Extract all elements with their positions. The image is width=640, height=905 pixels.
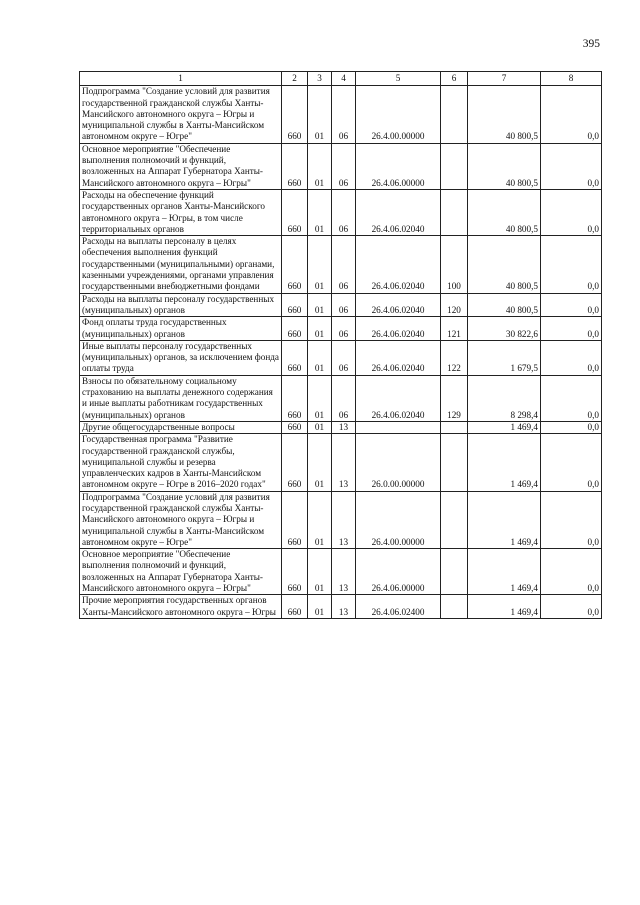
cell-admin-code: 660 [282, 189, 308, 235]
table-row [80, 375, 602, 421]
cell-subsection: 13 [332, 491, 356, 548]
cell-extra: 0,0 [541, 236, 602, 293]
cell-admin-code: 660 [282, 434, 308, 491]
cell-target-code: 26.4.06.00000 [356, 143, 441, 189]
cell-expense-kind: 129 [441, 375, 468, 421]
cell-expense-kind: 121 [441, 317, 468, 341]
cell-expense-kind [441, 549, 468, 595]
cell-name: Подпрограмма "Создание условий для развития государственной гражданской службы Ханты-Мансийского автономного округа – Югры и муниципальной службы в Ханты-Мансийском автономном округе – Югре" [80, 86, 282, 143]
cell-section: 01 [308, 375, 332, 421]
cell-section: 01 [308, 236, 332, 293]
cell-name: Расходы на выплаты персоналу государственных (муниципальных) органов [80, 293, 282, 317]
cell-admin-code: 660 [282, 340, 308, 375]
cell-admin-code: 660 [282, 491, 308, 548]
cell-expense-kind [441, 189, 468, 235]
cell-extra: 0,0 [541, 317, 602, 341]
page-number: 395 [582, 38, 600, 50]
cell-expense-kind: 100 [441, 236, 468, 293]
table-row [80, 293, 602, 317]
budget-table [79, 71, 602, 619]
cell-expense-kind [441, 595, 468, 619]
cell-extra: 0,0 [541, 86, 602, 143]
col-header-8: 8 [541, 72, 602, 86]
cell-subsection: 06 [332, 86, 356, 143]
cell-extra: 0,0 [541, 375, 602, 421]
cell-expense-kind [441, 143, 468, 189]
col-header-5: 5 [356, 72, 441, 86]
cell-target-code: 26.4.00.00000 [356, 86, 441, 143]
col-header-1: 1 [80, 72, 282, 86]
cell-amount: 1 469,4 [468, 434, 541, 491]
cell-amount: 40 800,5 [468, 86, 541, 143]
cell-admin-code: 660 [282, 595, 308, 619]
cell-name: Основное мероприятие "Обеспечение выполнения полномочий и функций, возложенных на Аппарат Губернатора Ханты-Мансийского автономного округа – Югры" [80, 143, 282, 189]
cell-subsection: 06 [332, 189, 356, 235]
cell-target-code: 26.4.06.02040 [356, 236, 441, 293]
cell-amount: 1 469,4 [468, 491, 541, 548]
cell-subsection: 06 [332, 236, 356, 293]
cell-section: 01 [308, 189, 332, 235]
cell-admin-code: 660 [282, 293, 308, 317]
col-header-3: 3 [308, 72, 332, 86]
cell-target-code [356, 421, 441, 433]
cell-section: 01 [308, 143, 332, 189]
cell-expense-kind: 120 [441, 293, 468, 317]
cell-admin-code: 660 [282, 236, 308, 293]
cell-section: 01 [308, 340, 332, 375]
cell-subsection: 13 [332, 549, 356, 595]
cell-subsection: 06 [332, 340, 356, 375]
cell-expense-kind [441, 434, 468, 491]
table-row [80, 549, 602, 595]
cell-subsection: 13 [332, 595, 356, 619]
table-row [80, 421, 602, 433]
cell-section: 01 [308, 421, 332, 433]
cell-extra: 0,0 [541, 549, 602, 595]
cell-name: Подпрограмма "Создание условий для развития государственной гражданской службы Ханты-Мансийского автономного округа – Югры и муниципальной службы в Ханты-Мансийском автономном округе – Югре" [80, 491, 282, 548]
cell-expense-kind [441, 86, 468, 143]
cell-name: Основное мероприятие "Обеспечение выполнения полномочий и функций, возложенных на Аппарат Губернатора Ханты-Мансийского автономного округа – Югры" [80, 549, 282, 595]
col-header-4: 4 [332, 72, 356, 86]
cell-extra: 0,0 [541, 293, 602, 317]
cell-amount: 40 800,5 [468, 143, 541, 189]
cell-target-code: 26.4.06.02040 [356, 340, 441, 375]
table-body [80, 86, 602, 619]
table-row [80, 86, 602, 143]
cell-section: 01 [308, 434, 332, 491]
cell-expense-kind [441, 491, 468, 548]
cell-amount: 8 298,4 [468, 375, 541, 421]
cell-section: 01 [308, 317, 332, 341]
cell-expense-kind: 122 [441, 340, 468, 375]
cell-name: Расходы на обеспечение функций государственных органов Ханты-Мансийского автономного округа – Югры, в том числе территориальных органов [80, 189, 282, 235]
cell-amount: 1 469,4 [468, 549, 541, 595]
cell-admin-code: 660 [282, 86, 308, 143]
cell-target-code: 26.4.06.02040 [356, 293, 441, 317]
cell-amount: 40 800,5 [468, 293, 541, 317]
cell-admin-code: 660 [282, 421, 308, 433]
cell-amount: 1 469,4 [468, 421, 541, 433]
col-header-7: 7 [468, 72, 541, 86]
table-row [80, 491, 602, 548]
cell-amount: 40 800,5 [468, 236, 541, 293]
cell-extra: 0,0 [541, 421, 602, 433]
cell-target-code: 26.4.06.02040 [356, 317, 441, 341]
cell-name: Прочие мероприятия государственных органов Ханты-Мансийского автономного округа – Югры [80, 595, 282, 619]
cell-subsection: 13 [332, 421, 356, 433]
cell-amount: 1 469,4 [468, 595, 541, 619]
cell-subsection: 06 [332, 143, 356, 189]
cell-extra: 0,0 [541, 189, 602, 235]
cell-section: 01 [308, 293, 332, 317]
cell-section: 01 [308, 86, 332, 143]
cell-extra: 0,0 [541, 340, 602, 375]
table-row [80, 434, 602, 491]
cell-subsection: 13 [332, 434, 356, 491]
cell-name: Расходы на выплаты персоналу в целях обеспечения выполнения функций государственными (муниципальными) органами, казенными учреждениями, органами управления государственными внебюджетными фондами [80, 236, 282, 293]
cell-extra: 0,0 [541, 491, 602, 548]
cell-target-code: 26.4.06.02040 [356, 375, 441, 421]
cell-name: Иные выплаты персоналу государственных (муниципальных) органов, за исключением фонда оплаты труда [80, 340, 282, 375]
cell-section: 01 [308, 595, 332, 619]
table-row [80, 143, 602, 189]
cell-admin-code: 660 [282, 143, 308, 189]
cell-amount: 40 800,5 [468, 189, 541, 235]
cell-target-code: 26.4.00.00000 [356, 491, 441, 548]
cell-target-code: 26.4.06.02040 [356, 189, 441, 235]
cell-section: 01 [308, 491, 332, 548]
cell-amount: 1 679,5 [468, 340, 541, 375]
cell-name: Фонд оплаты труда государственных (муниципальных) органов [80, 317, 282, 341]
table-row [80, 340, 602, 375]
cell-subsection: 06 [332, 317, 356, 341]
cell-subsection: 06 [332, 293, 356, 317]
table-row [80, 189, 602, 235]
cell-name: Государственная программа "Развитие государственной гражданской службы, муниципальной службы и резерва управленческих кадров в Ханты-Мансийском автономном округе – Югре в 2016–2020 годах" [80, 434, 282, 491]
cell-expense-kind [441, 421, 468, 433]
cell-admin-code: 660 [282, 549, 308, 595]
table-row [80, 317, 602, 341]
cell-target-code: 26.0.00.00000 [356, 434, 441, 491]
cell-extra: 0,0 [541, 595, 602, 619]
col-header-2: 2 [282, 72, 308, 86]
cell-target-code: 26.4.06.02400 [356, 595, 441, 619]
cell-name: Взносы по обязательному социальному страхованию на выплаты денежного содержания и иные выплаты работникам государственных (муниципальных) органов [80, 375, 282, 421]
cell-admin-code: 660 [282, 375, 308, 421]
col-header-6: 6 [441, 72, 468, 86]
cell-target-code: 26.4.06.00000 [356, 549, 441, 595]
table-row [80, 595, 602, 619]
cell-section: 01 [308, 549, 332, 595]
cell-subsection: 06 [332, 375, 356, 421]
table-row [80, 236, 602, 293]
cell-extra: 0,0 [541, 143, 602, 189]
cell-admin-code: 660 [282, 317, 308, 341]
header-row [80, 72, 602, 86]
cell-extra: 0,0 [541, 434, 602, 491]
cell-name: Другие общегосударственные вопросы [80, 421, 282, 433]
cell-amount: 30 822,6 [468, 317, 541, 341]
